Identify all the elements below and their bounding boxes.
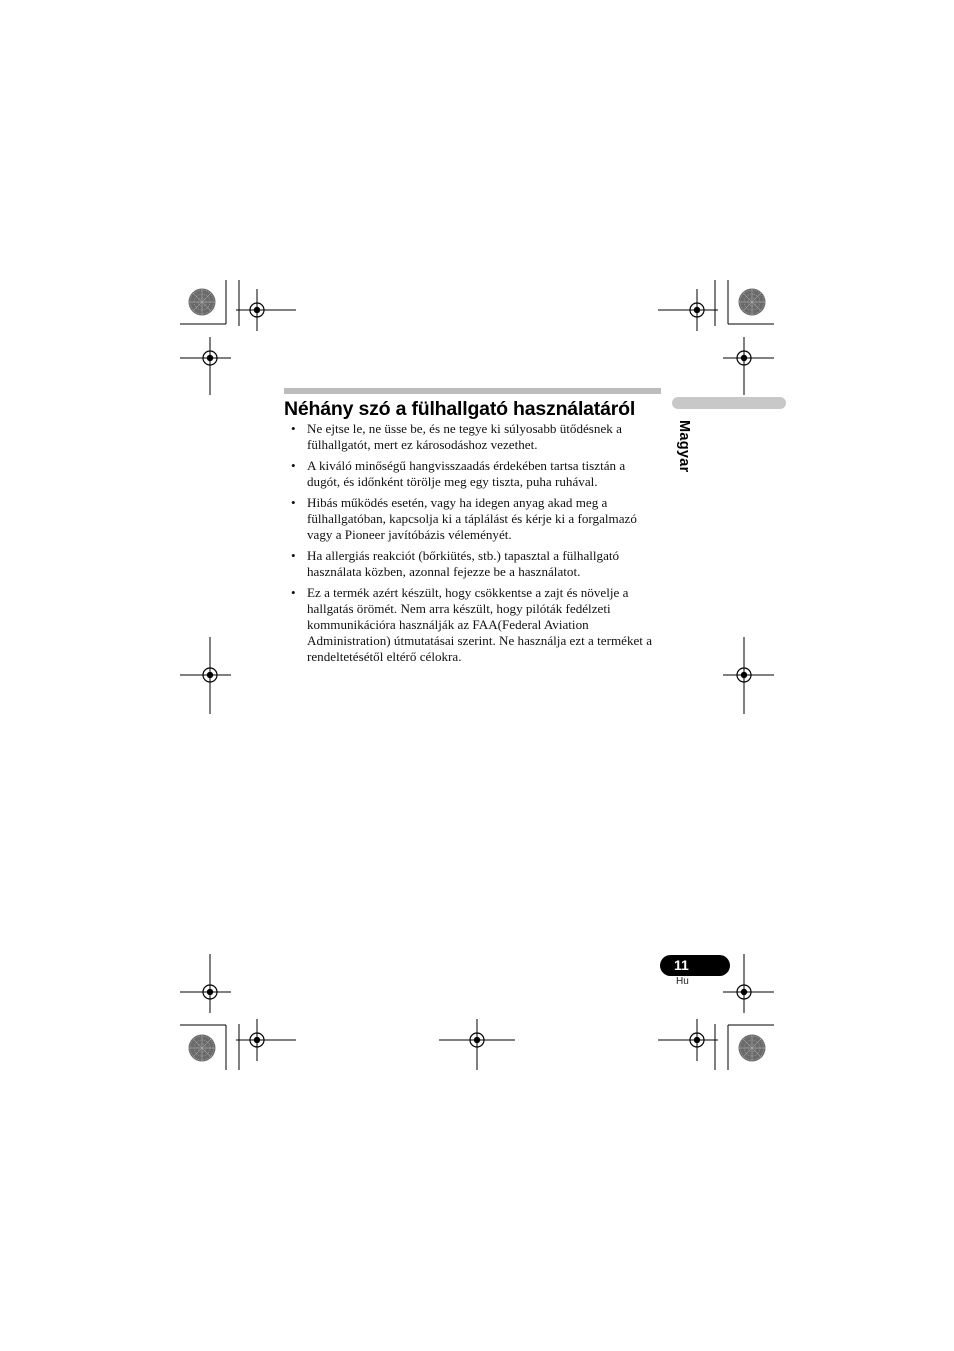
bullet-icon: • xyxy=(291,421,296,436)
page-number: 11 xyxy=(660,955,730,976)
section-title: Néhány szó a fülhallgató használatáról xyxy=(284,398,636,420)
section-header-rule xyxy=(284,388,661,394)
page-language-code: Hu xyxy=(676,976,689,987)
list-item: • A kiváló minőségű hangvisszaadás érdekében tartsa tisztán a dugót, és időnként törölje meg egy tiszta, puha ruhával. xyxy=(291,458,626,489)
bullet-icon: • xyxy=(291,585,296,600)
bullet-icon: • xyxy=(291,548,296,563)
list-item: • Ez a termék azért készült, hogy csökkentse a zajt és növelje a hallgatás örömét. Nem arra készült, hogy pilóták fedélzeti kommunikációra használják az FAA(Federal Aviation Administration) útmutatásai szerint. Ne használja ezt a terméket a rendeltetésétől eltérő célokra. xyxy=(291,585,653,664)
list-item: • Ha allergiás reakciót (bőrkiütés, stb.) tapasztal a fülhallgató használata közben, azonnal fejezze be a használatot. xyxy=(291,548,620,579)
list-item: • Hibás működés esetén, vagy ha idegen anyag akad meg a fülhallgatóban, kapcsolja ki a táplálást és kérje ki a forgalmazó vagy a Pioneer javítóbázis véleményét. xyxy=(291,495,637,542)
bullet-icon: • xyxy=(291,458,296,473)
language-tab-label: Magyar xyxy=(676,420,692,473)
bullet-icon: • xyxy=(291,495,296,510)
usage-notes-list xyxy=(291,421,663,670)
color-target-icon xyxy=(189,289,216,316)
language-tab-bar xyxy=(672,397,786,409)
list-item: • Ne ejtse le, ne üsse be, és ne tegye ki súlyosabb ütődésnek a fülhallgatót, mert ez károsodáshoz vezethet. xyxy=(291,421,622,452)
color-target-icon xyxy=(189,1035,216,1062)
color-target-icon xyxy=(739,1035,766,1062)
color-target-icon xyxy=(739,289,766,316)
